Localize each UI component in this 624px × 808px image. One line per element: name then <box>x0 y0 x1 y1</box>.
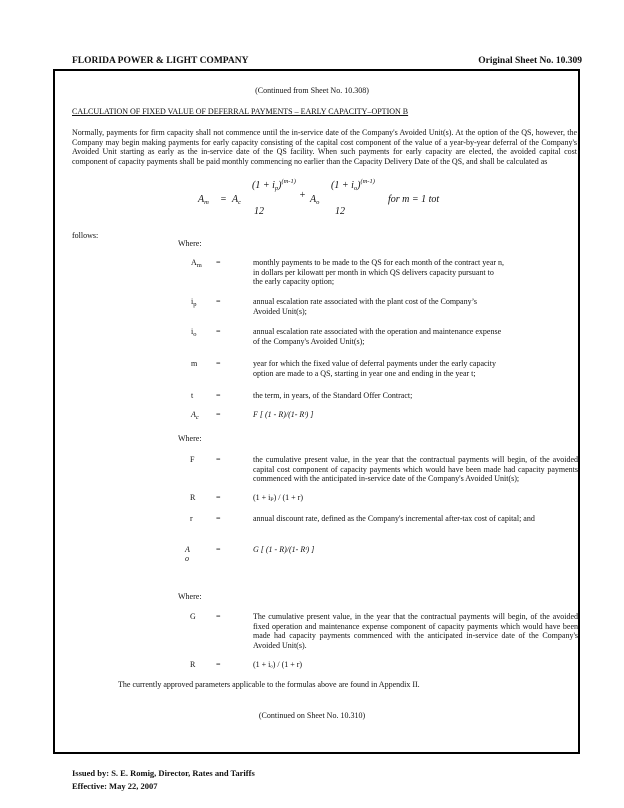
formula-denominator-1: 12 <box>254 206 264 217</box>
def-line: year for which the fixed value of deferral payments under the early capacity <box>253 359 496 368</box>
formula-denominator-2: 12 <box>335 206 345 217</box>
formula-ao: $A_o$ <box>310 194 320 206</box>
formula-equals: = <box>220 194 227 205</box>
continued-on: (Continued on Sheet No. 10.310) <box>258 711 366 720</box>
follows-label: follows: <box>72 231 99 240</box>
def-equals: = <box>216 612 221 621</box>
def-symbol: m <box>191 359 198 368</box>
def-text <box>253 327 578 346</box>
def-line: Avoided Unit(s); <box>253 306 307 316</box>
def-symbol: A o <box>185 545 190 563</box>
formula-plus: + <box>299 190 306 201</box>
def-equals: = <box>216 514 221 523</box>
where-label-1: Where: <box>178 239 202 248</box>
formula-range: for m = 1 tot <box>388 194 440 205</box>
sheet-number: Original Sheet No. 10.309 <box>478 56 582 66</box>
def-text <box>253 359 578 378</box>
def-symbol: F <box>190 455 195 464</box>
def-line: monthly payments to be made to the QS for each month of the contract year n, <box>253 258 505 267</box>
def-equals: = <box>216 493 221 502</box>
def-text <box>253 410 578 420</box>
def-symbol: G <box>190 612 196 621</box>
parameters-note: The currently approved parameters applicable to the formulas above are found in Appendix II. <box>118 680 420 689</box>
def-equals: = <box>216 359 221 368</box>
formula-lhs: $A_m$ <box>198 194 209 206</box>
def-text <box>253 391 578 401</box>
def-symbol: $i_p$ <box>191 297 197 308</box>
def-symbol: r <box>190 514 193 523</box>
def-line: annual escalation rate associated with the plant cost of the Company’s <box>253 297 477 306</box>
def-text <box>253 258 578 287</box>
def-text: The cumulative present value, in the year that the contractual payments will begin, of the avoided fixed operation and maintenance expense component of capacity payments which would have been made had capacity payments commenced with the anticipated in-service date of the Company's Avoided Unit(s). <box>253 612 578 650</box>
def-symbol: $i_o$ <box>191 327 197 338</box>
def-line: of the Company's Avoided Unit(s); <box>253 336 365 346</box>
formula-ac: $A_c$ <box>232 194 241 206</box>
def-equals: = <box>216 455 221 464</box>
effective-date: Effective: May 22, 2007 <box>72 781 158 791</box>
def-equals: = <box>216 297 221 306</box>
def-text: the cumulative present value, in the year that the contractual payments will begin, of the avoided capital cost component of capacity payments which would have been made had capacity payments commenced with the anticipated in-service date of the Company's Avoided Unit(s); <box>253 455 578 483</box>
def-line: F [ (1 - R)/(1- Rᵗ) ] <box>253 410 314 419</box>
company-name: FLORIDA POWER & LIGHT COMPANY <box>72 56 249 66</box>
def-symbol: R <box>190 660 196 669</box>
formula-numerator-1: $(1 + i_p)^{(m-1)}$ <box>252 178 296 192</box>
def-symbol: $A_c$ <box>191 410 199 421</box>
def-text: G [ (1 - R)/(1- Rᵗ) ] <box>253 545 315 554</box>
def-line: option are made to a QS, starting in year one and ending in the year t; <box>253 368 476 378</box>
def-text <box>253 297 578 316</box>
def-text: (1 + iₚ) / (1 + r) <box>253 493 303 502</box>
intro-paragraph: Normally, payments for firm capacity shall not commence until the in-service date of the Company's Avoided Unit(s). At the option of the QS, however, the Company may begin making payments for early capacity consisting of the capital cost component of the value of a year-by-year deferral of the Company's Avoided Unit starting as early as the in-service date of the QS facility. When such payments for early capacity are elected, the avoided capital cost component of capacity payments shall be paid monthly commencing no earlier than the Capacity Delivery Date of the QS, and shall be calculated as <box>72 128 577 166</box>
def-text: (1 + iₒ) / (1 + r) <box>253 660 303 669</box>
def-line: the early capacity option; <box>253 277 335 286</box>
where-label-2: Where: <box>178 434 202 443</box>
def-equals: = <box>216 410 221 419</box>
section-title: CALCULATION OF FIXED VALUE OF DEFERRAL PAYMENTS – EARLY CAPACITY–OPTION B <box>72 107 409 116</box>
def-symbol: $A_m$ <box>191 258 202 269</box>
issued-by: Issued by: S. E. Romig, Director, Rates and Tariffs <box>72 768 255 778</box>
formula <box>198 178 498 228</box>
formula-numerator-2: $(1 + i_o)^{(m-1)}$ <box>331 178 375 192</box>
def-equals: = <box>216 391 221 400</box>
def-line: annual escalation rate associated with the operation and maintenance expense <box>253 327 502 336</box>
def-symbol: R <box>190 493 196 502</box>
continued-from: (Continued from Sheet No. 10.308) <box>255 86 369 95</box>
def-equals: = <box>216 545 221 554</box>
def-equals: = <box>216 258 221 267</box>
def-line: the term, in years, of the Standard Offer Contract; <box>253 391 413 400</box>
where-label-3: Where: <box>178 592 202 601</box>
def-equals: = <box>216 660 221 669</box>
def-line: in dollars per kilowatt per month in which QS delivers capacity pursuant to <box>253 267 494 277</box>
def-text: annual discount rate, defined as the Company's incremental after-tax cost of capital; and <box>253 514 535 523</box>
def-equals: = <box>216 327 221 336</box>
def-symbol: t <box>191 391 194 400</box>
